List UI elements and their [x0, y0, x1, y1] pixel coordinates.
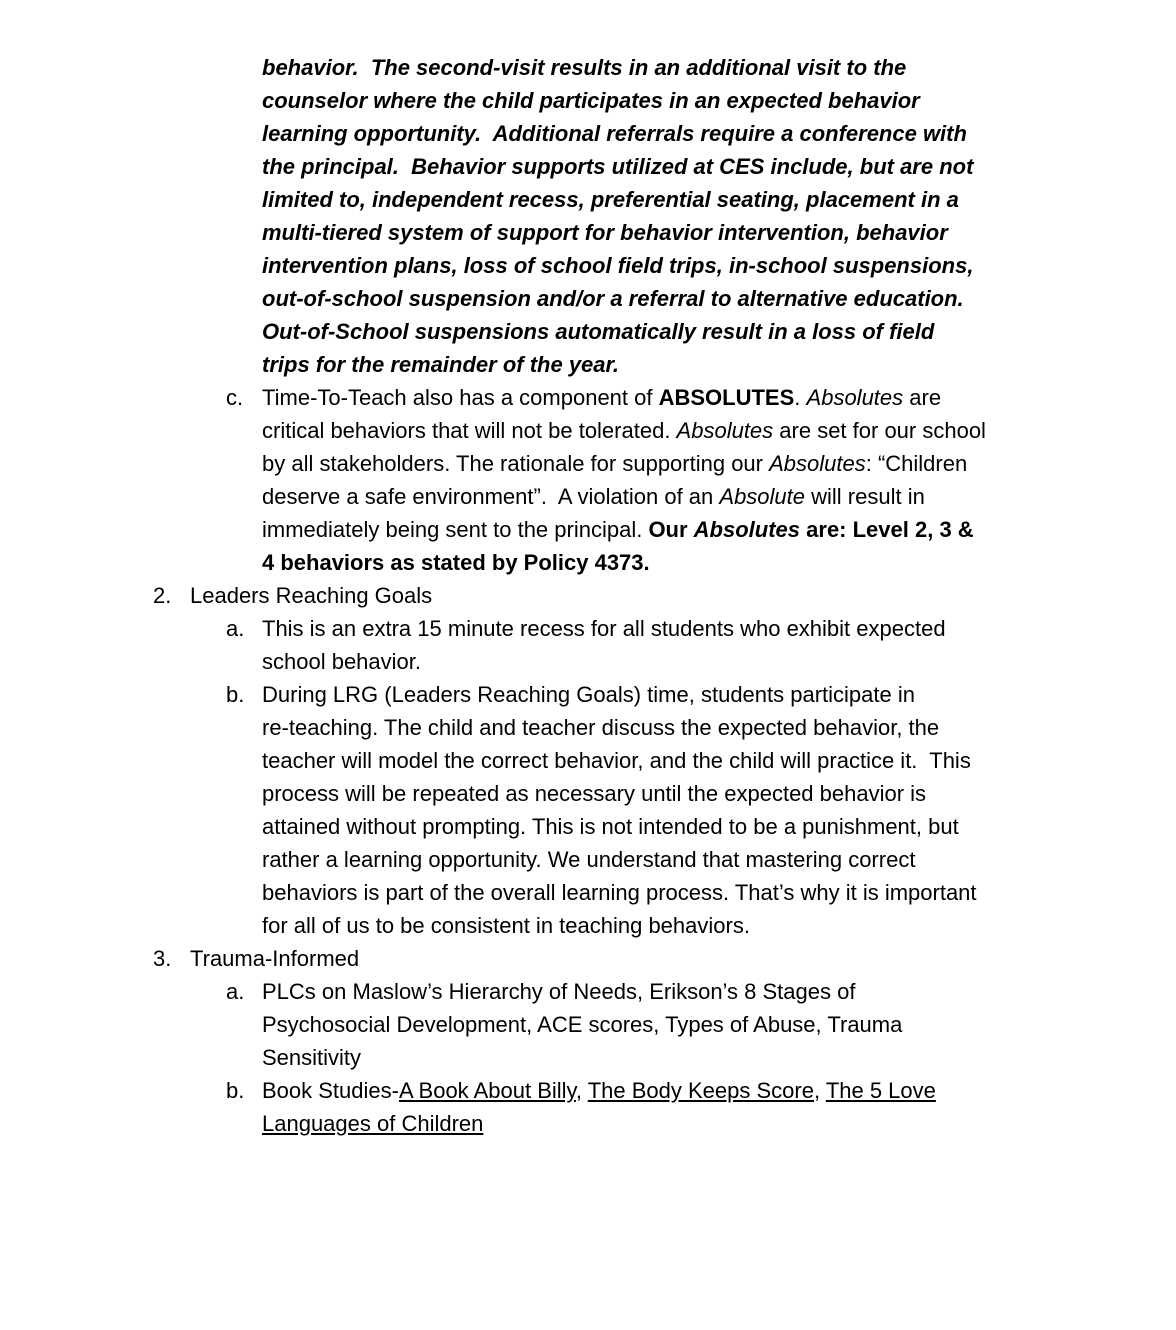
text-line: 4 behaviors as stated by Policy 4373.: [262, 550, 650, 575]
text-line: intervention plans, loss of school field trips, in-school suspensions,: [262, 253, 974, 278]
book-link-body-keeps-score[interactable]: The Body Keeps Score: [587, 1078, 814, 1103]
text-line: the principal. Behavior supports utilized at CES include, but are not: [262, 154, 974, 179]
book-link-love-languages[interactable]: The 5 Love: [825, 1078, 936, 1103]
text-line: multi-tiered system of support for behavior intervention, behavior: [262, 220, 948, 245]
text-line: deserve a safe environment”. A violation of an Absolute will result in: [262, 484, 925, 509]
list-marker: b.: [226, 1078, 245, 1103]
list-marker: c.: [226, 385, 244, 410]
text-line: Book Studies-A Book About Billy, The Body Keeps Score, The 5 Love: [262, 1078, 936, 1103]
text-line: teacher will model the correct behavior, and the child will practice it. This: [262, 748, 971, 773]
text-line: behaviors is part of the overall learning process. That’s why it is important: [262, 880, 977, 905]
section-heading: Leaders Reaching Goals: [190, 583, 433, 608]
text-line: by all stakeholders. The rationale for supporting our Absolutes: “Children: [262, 451, 968, 476]
text-line: Out-of-School suspensions automatically result in a loss of field: [262, 319, 935, 344]
text-line: [262, 1107, 483, 1140]
text-line: for all of us to be consistent in teaching behaviors.: [262, 913, 750, 938]
text-line: out-of-school suspension and/or a referral to alternative education.: [262, 286, 964, 311]
text-line: limited to, independent recess, preferential seating, placement in a: [262, 187, 959, 212]
text-line: trips for the remainder of the year.: [262, 352, 619, 377]
text-line: During LRG (Leaders Reaching Goals) time, students participate in: [262, 682, 915, 707]
section-heading: Trauma-Informed: [190, 946, 360, 971]
list-marker: 2.: [153, 583, 172, 608]
list-marker: a.: [226, 979, 245, 1004]
text-line: process will be repeated as necessary until the expected behavior is: [262, 781, 927, 806]
text-line: attained without prompting. This is not intended to be a punishment, but: [262, 814, 959, 839]
list-marker: 3.: [153, 946, 172, 971]
list-marker: a.: [226, 616, 245, 641]
text-line: school behavior.: [262, 649, 421, 674]
text-line: Sensitivity: [262, 1045, 362, 1070]
book-link-love-languages-cont[interactable]: Languages of Children: [262, 1111, 484, 1136]
text-line: immediately being sent to the principal. Our Absolutes are: Level 2, 3 &: [262, 517, 974, 542]
text-line: rather a learning opportunity. We understand that mastering correct: [262, 847, 916, 872]
text-line: behavior. The second-visit results in an additional visit to the: [262, 55, 907, 80]
text-line: learning opportunity. Additional referrals require a conference with: [262, 121, 967, 146]
book-link-billy[interactable]: A Book About Billy: [398, 1078, 576, 1103]
text-line: Psychosocial Development, ACE scores, Types of Abuse, Trauma: [262, 1012, 903, 1037]
text-line: critical behaviors that will not be tolerated. Absolutes are set for our school: [262, 418, 986, 443]
text-line: PLCs on Maslow’s Hierarchy of Needs, Erikson’s 8 Stages of: [262, 979, 856, 1004]
list-marker: b.: [226, 682, 245, 707]
text-line: This is an extra 15 minute recess for all students who exhibit expected: [262, 616, 946, 641]
text-line: counselor where the child participates in an expected behavior: [262, 88, 920, 113]
text-line: Time-To-Teach also has a component of ABSOLUTES. Absolutes are: [262, 385, 942, 410]
text-line: re-teaching. The child and teacher discuss the expected behavior, the: [262, 715, 940, 740]
